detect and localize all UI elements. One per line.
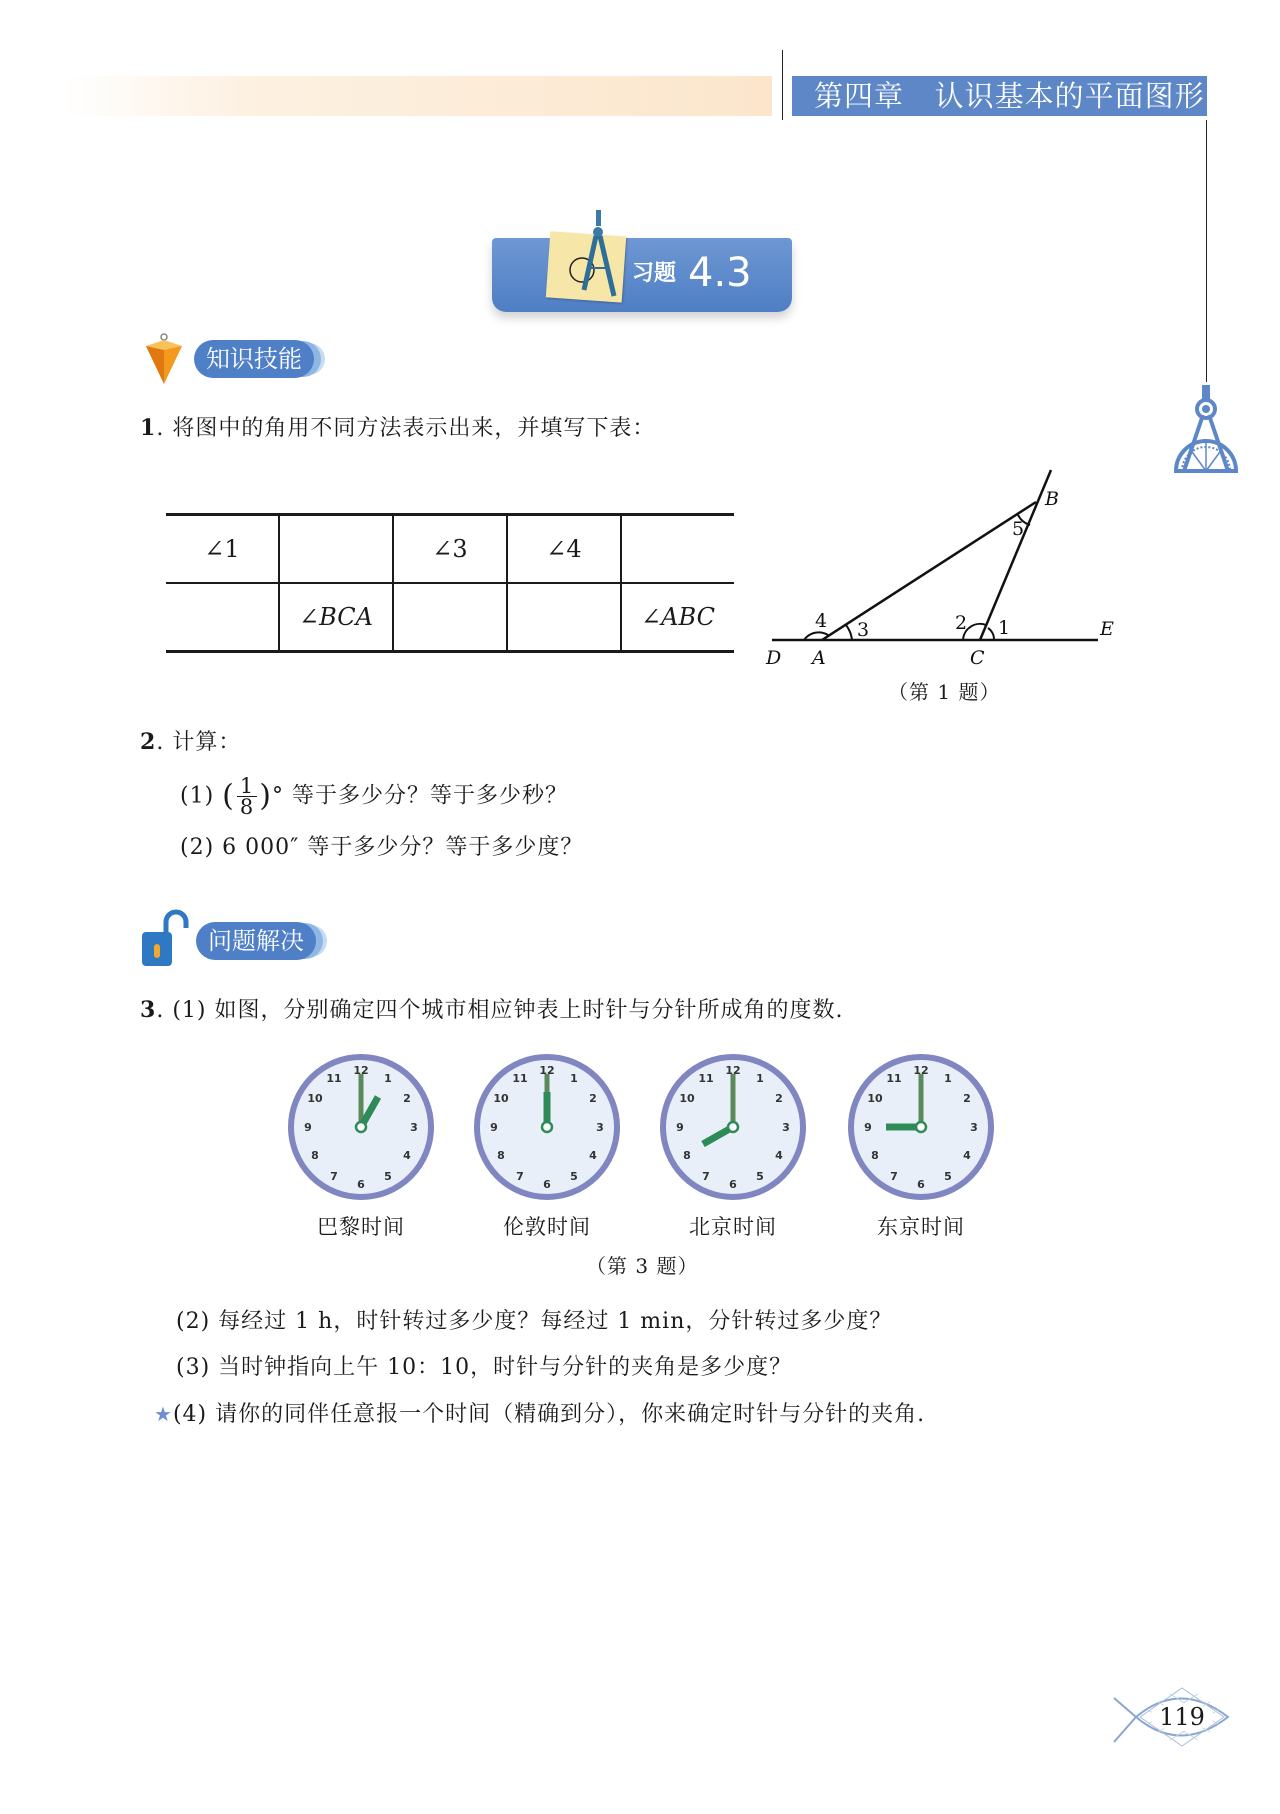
point-B: B xyxy=(1045,488,1059,510)
svg-text:6: 6 xyxy=(917,1178,925,1191)
svg-text:8: 8 xyxy=(497,1149,505,1162)
svg-text:10: 10 xyxy=(867,1092,883,1105)
clock-label: 东京时间 xyxy=(877,1215,965,1239)
clock-label: 北京时间 xyxy=(689,1215,777,1239)
fraction: $\frac{1}{8}$ xyxy=(237,776,257,817)
compass-protractor-icon xyxy=(1170,385,1242,475)
question-3-item-4 xyxy=(154,1398,925,1431)
svg-text:8: 8 xyxy=(683,1149,691,1162)
clock-label: 伦敦时间 xyxy=(503,1215,591,1239)
svg-text:9: 9 xyxy=(490,1121,498,1134)
table-cell[interactable]: ∠1 xyxy=(166,515,279,584)
svg-text:4: 4 xyxy=(775,1149,783,1162)
clock-beijing xyxy=(658,1052,808,1242)
svg-text:1: 1 xyxy=(570,1072,578,1085)
svg-text:5: 5 xyxy=(384,1170,392,1183)
svg-text:12: 12 xyxy=(725,1064,741,1077)
svg-text:12: 12 xyxy=(539,1064,555,1077)
page-number-badge xyxy=(1110,1680,1230,1754)
svg-text:8: 8 xyxy=(871,1149,879,1162)
point-A: A xyxy=(812,647,826,669)
table-row xyxy=(166,515,734,584)
angle-label-5: 5 xyxy=(1012,518,1025,540)
svg-text:11: 11 xyxy=(326,1072,342,1085)
svg-text:4: 4 xyxy=(963,1149,971,1162)
question-text: 将图中的角用不同方法表示出来，并填写下表： xyxy=(172,416,656,441)
question-3-item-2 xyxy=(176,1306,892,1338)
svg-text:10: 10 xyxy=(307,1092,323,1105)
svg-text:4: 4 xyxy=(589,1149,597,1162)
svg-text:3: 3 xyxy=(970,1121,978,1134)
header-decor-band xyxy=(62,76,772,116)
svg-text:7: 7 xyxy=(330,1170,338,1183)
svg-text:4: 4 xyxy=(403,1149,411,1162)
svg-text:11: 11 xyxy=(698,1072,714,1085)
svg-text:10: 10 xyxy=(493,1092,509,1105)
item-text: 当时钟指向上午 10：10，时针与分针的夹角是多少度？ xyxy=(218,1355,793,1380)
question-2-item-1: (1) ( $\frac{1}{8}$ )° 等于多少分？等于多少秒？ xyxy=(180,774,568,819)
exercise-number: 4.3 xyxy=(688,250,752,296)
item-label: (2) xyxy=(180,835,215,860)
svg-text:2: 2 xyxy=(963,1092,971,1105)
item-text: 请你的同伴任意报一个时间（精确到分），你来确定时针与分针的夹角. xyxy=(215,1402,926,1427)
svg-text:5: 5 xyxy=(570,1170,578,1183)
item-label: (1) xyxy=(180,783,215,809)
compass-icon xyxy=(560,210,630,308)
triangle-angle-figure xyxy=(760,455,1120,675)
table-row xyxy=(166,583,734,652)
svg-text:3: 3 xyxy=(596,1121,604,1134)
clock-paris xyxy=(286,1052,436,1242)
svg-text:9: 9 xyxy=(304,1121,312,1134)
svg-text:2: 2 xyxy=(403,1092,411,1105)
figure-1-caption: （第 1 题） xyxy=(888,680,1001,704)
svg-text:7: 7 xyxy=(890,1170,898,1183)
svg-text:9: 9 xyxy=(676,1121,684,1134)
exercise-label: 习题 xyxy=(632,261,677,286)
svg-text:11: 11 xyxy=(886,1072,902,1085)
question-text: (1) 如图，分别确定四个城市相应钟表上时针与分针所成角的度数. xyxy=(172,998,844,1023)
svg-text:2: 2 xyxy=(775,1092,783,1105)
clock-face-icon xyxy=(286,1052,436,1202)
table-cell[interactable] xyxy=(393,583,507,652)
clock-face-icon xyxy=(846,1052,996,1202)
table-cell[interactable]: ∠3 xyxy=(393,515,507,584)
table-cell[interactable] xyxy=(166,583,279,652)
svg-text:5: 5 xyxy=(944,1170,952,1183)
question-text: 计算： xyxy=(172,730,242,755)
svg-text:8: 8 xyxy=(311,1149,319,1162)
point-D: D xyxy=(766,647,782,669)
svg-text:6: 6 xyxy=(729,1178,737,1191)
question-2-item-2 xyxy=(180,832,583,864)
svg-text:7: 7 xyxy=(516,1170,524,1183)
section-problem-solving: 问题解决 xyxy=(196,922,316,960)
angle-label-3: 3 xyxy=(857,619,870,641)
question-number: 1 xyxy=(140,415,157,441)
angle-table xyxy=(166,513,734,653)
chapter-title: 第四章 认识基本的平面图形 xyxy=(792,76,1207,116)
question-number: 2 xyxy=(140,729,157,755)
svg-text:5: 5 xyxy=(756,1170,764,1183)
item-text: 每经过 1 h，时针转过多少度？每经过 1 min，分针转过多少度？ xyxy=(218,1309,893,1334)
table-cell[interactable]: ∠BCA xyxy=(279,583,393,652)
plumb-bob-icon xyxy=(142,332,186,386)
clock-label: 巴黎时间 xyxy=(317,1215,405,1239)
clock-face-icon xyxy=(658,1052,808,1202)
figure-3-caption: （第 3 题） xyxy=(586,1254,699,1278)
svg-text:6: 6 xyxy=(543,1178,551,1191)
section-knowledge-skills: 知识技能 xyxy=(194,340,314,378)
point-E: E xyxy=(1100,618,1114,640)
question-3-item-3 xyxy=(176,1352,792,1384)
open-lock-icon xyxy=(138,908,194,968)
svg-text:11: 11 xyxy=(512,1072,528,1085)
side-hanging-line xyxy=(1206,120,1207,382)
item-label: (4) xyxy=(172,1402,208,1427)
svg-text:12: 12 xyxy=(913,1064,929,1077)
table-cell[interactable] xyxy=(621,515,734,584)
item-text: 6 000″ 等于多少分？等于多少度？ xyxy=(222,835,584,860)
item-text: ° 等于多少分？等于多少秒？ xyxy=(271,783,568,809)
clock-face-icon xyxy=(472,1052,622,1202)
table-cell[interactable]: ∠ABC xyxy=(621,583,734,652)
table-cell[interactable]: ∠4 xyxy=(507,515,621,584)
svg-text:3: 3 xyxy=(782,1121,790,1134)
clock-tokyo xyxy=(846,1052,996,1242)
svg-text:1: 1 xyxy=(384,1072,392,1085)
svg-text:10: 10 xyxy=(679,1092,695,1105)
clock-london xyxy=(472,1052,622,1242)
page-number: 119 xyxy=(1159,1703,1205,1731)
angle-label-4: 4 xyxy=(815,610,828,632)
question-2: 2. 计算： xyxy=(140,729,242,755)
angle-label-2: 2 xyxy=(955,612,968,634)
svg-text:3: 3 xyxy=(410,1121,418,1134)
question-3: 3. (1) 如图，分别确定四个城市相应钟表上时针与分针所成角的度数. xyxy=(140,997,844,1023)
item-label: (3) xyxy=(176,1355,211,1380)
item-label: (2) xyxy=(176,1309,211,1334)
angle-label-1: 1 xyxy=(998,617,1011,639)
question-number: 3 xyxy=(140,997,157,1023)
svg-text:12: 12 xyxy=(353,1064,369,1077)
table-cell[interactable] xyxy=(507,583,621,652)
star-icon: ★ xyxy=(154,1402,173,1426)
question-1: 1. 将图中的角用不同方法表示出来，并填写下表： xyxy=(140,415,656,441)
svg-text:6: 6 xyxy=(357,1178,365,1191)
table-cell[interactable] xyxy=(279,515,393,584)
svg-text:2: 2 xyxy=(589,1092,597,1105)
svg-text:9: 9 xyxy=(864,1121,872,1134)
svg-text:1: 1 xyxy=(756,1072,764,1085)
header-divider xyxy=(782,50,783,120)
svg-text:7: 7 xyxy=(702,1170,710,1183)
svg-text:1: 1 xyxy=(944,1072,952,1085)
point-C: C xyxy=(970,647,985,669)
